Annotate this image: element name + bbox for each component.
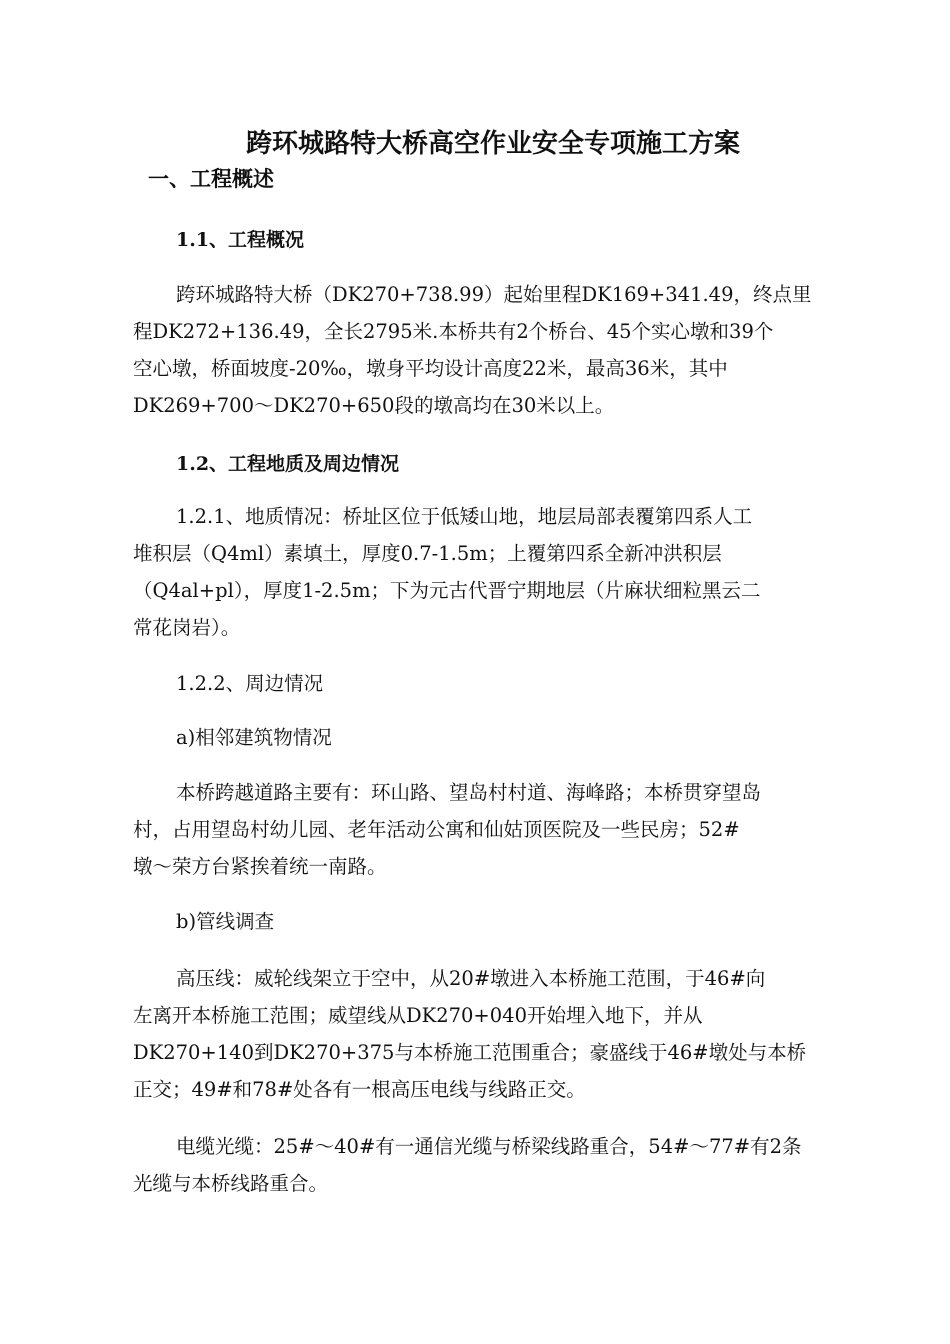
paragraph-line: 高压线：威轮线架立于空中，从20#墩进入本桥施工范围，于46#向 [176, 967, 766, 990]
paragraph-line: 本桥跨越道路主要有：环山路、望岛村村道、海峰路；本桥贯穿望岛 [176, 781, 762, 804]
paragraph-project-overview [133, 276, 848, 424]
paragraph-line: 堆积层（Q4ml）素填土，厚度0.7-1.5m；上覆第四系全新冲洪积层 [133, 542, 722, 565]
paragraph-line: DK269+700～DK270+650段的墩高均在30米以上。 [133, 394, 615, 417]
subsection-heading-project-overview: 1.1、工程概况 [176, 229, 305, 251]
item-heading-pipeline-survey: b)管线调查 [176, 910, 275, 933]
paragraph-line: 光缆与本桥线路重合。 [133, 1172, 329, 1195]
paragraph-adjacent-buildings [133, 774, 848, 885]
item-heading-adjacent-buildings: a)相邻建筑物情况 [176, 726, 332, 749]
document-title: 跨环城路特大桥高空作业安全专项施工方案 [245, 129, 740, 159]
subsection-heading-geology-surroundings: 1.2、工程地质及周边情况 [176, 453, 400, 475]
paragraph-line: 1.2.1、地质情况：桥址区位于低矮山地，地层局部表覆第四系人工 [176, 505, 753, 528]
paragraph-line: 电缆光缆：25#～40#有一通信光缆与桥梁线路重合，54#～77#有2条 [176, 1135, 802, 1158]
paragraph-line: 程DK272+136.49，全长2795米.本桥共有2个桥台、45个实心墩和39个 [133, 320, 774, 343]
paragraph-line: 正交；49#和78#处各有一根高压电线与线路正交。 [133, 1078, 586, 1101]
subsection-heading-surroundings: 1.2.2、周边情况 [176, 672, 324, 695]
paragraph-line: 空心墩，桥面坡度-20‰，墩身平均设计高度22米，最高36米，其中 [133, 357, 728, 380]
paragraph-line: 左离开本桥施工范围；威望线从DK270+040开始埋入地下，并从 [133, 1004, 703, 1027]
paragraph-line: 墩～荣方台紧挨着统一南路。 [133, 855, 387, 878]
paragraph-line: DK270+140到DK270+375与本桥施工范围重合；豪盛线于46#墩处与本桥 [133, 1041, 807, 1064]
paragraph-high-voltage-lines [133, 960, 848, 1108]
paragraph-line: （Q4al+pl），厚度1-2.5m；下为元古代晋宁期地层（片麻状细粒黑云二 [133, 579, 761, 602]
paragraph-line: 跨环城路特大桥（DK270+738.99）起始里程DK169+341.49，终点里 [176, 283, 812, 306]
paragraph-line: 常花岗岩）。 [133, 616, 241, 639]
section-heading-overview: 一、工程概述 [148, 166, 274, 191]
paragraph-cables [133, 1128, 848, 1202]
paragraph-line: 村，占用望岛村幼儿园、老年活动公寓和仙姑顶医院及一些民房；52# [133, 818, 740, 841]
paragraph-geology [133, 498, 848, 646]
